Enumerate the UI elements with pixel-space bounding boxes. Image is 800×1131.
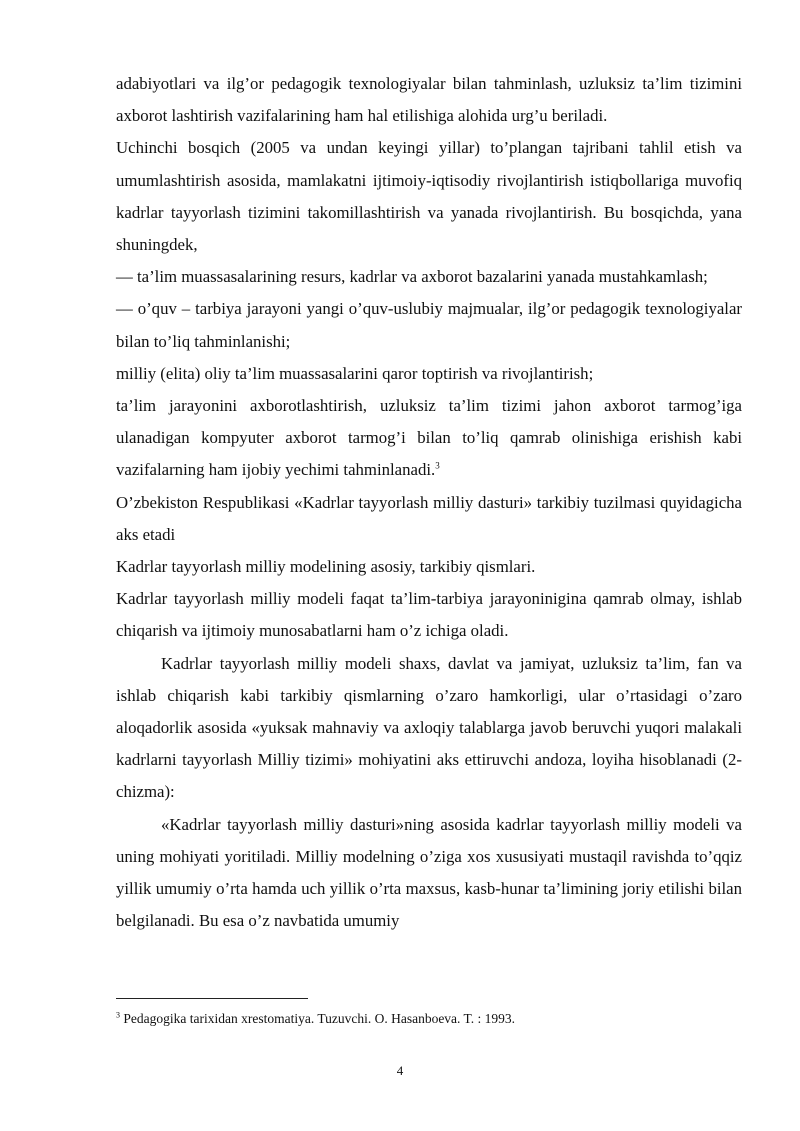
list-item-4 — [116, 390, 742, 487]
page-number: 4 — [396, 1063, 404, 1078]
list-item-2: — o’quv – tarbiya jarayoni yangi o’quv-uslubiy majmualar, ilg’or pedagogik texnologiyalar bilan to’liq tahminlanishi; — [116, 299, 742, 351]
paragraph-7: «Kadrlar tayyorlash milliy dasturi»ning asosida kadrlar tayyorlash milliy modeli va uning mohiyati yoritiladi. Milliy modelning o’ziga xos xususiyati mustaqil ravishda to’qqiz yillik umumiy o’rta hamda uch yillik o’rta maxsus, kasb-hunar ta’limining joriy etilishi bilan belgilanadi. Bu esa o’z navbatida umumiy — [116, 814, 742, 931]
list-item-4-text: ta’lim jarayonini axborotlashtirish, uzluksiz ta’lim tizimi jahon axborot tarmog’iga ulanadigan kompyuter axborot tarmog’i bilan to’liq qamrab olinishiga erishish kabi vazifalarning ham ijobiy yechimi tahminlanadi. — [116, 396, 742, 480]
body-text — [116, 68, 742, 937]
paragraph-1: adabiyotlari va ilg’or pedagogik texnologiyalar bilan tahminlash, uzluksiz ta’lim tizimini axborot lashtirish vazifalarining ham hal etilishiga alohida urg’u beriladi. — [116, 74, 742, 126]
footnote — [116, 1010, 742, 1028]
list-item-3: milliy (elita) oliy ta’lim muassasalarini qaror toptirish va rivojlantirish; — [116, 363, 594, 383]
paragraph-2: Uchinchi bosqich (2005 va undan keyingi yillar) to’plangan tajribani tahlil etish va umumlashtirish asosida, mamlakatni ijtimoiy-iqtisodiy rivojlantirish istiqbollariga muvofiq kadrlar tayyorlash tizimini takomillashtirish va yanada rivojlantirish. Bu bosqichda, yana shuningdek, — [116, 138, 742, 255]
list-item-1: — ta’lim muassasalarining resurs, kadrlar va axborot bazalarini yanada mustahkamlash; — [116, 267, 708, 287]
footnote-number: 3 — [116, 1010, 120, 1020]
footnote-separator — [116, 998, 308, 999]
footnote-reference[interactable]: 3 — [435, 460, 440, 471]
paragraph-5: Kadrlar tayyorlash milliy modeli faqat ta’lim-tarbiya jarayoninigina qamrab olmay, ishlab chiqarish va ijtimoiy munosabatlarni ham o’z ichiga oladi. — [116, 589, 742, 641]
paragraph-4: Kadrlar tayyorlash milliy modelining asosiy, tarkibiy qismlari. — [116, 557, 536, 577]
paragraph-3: O’zbekiston Respublikasi «Kadrlar tayyorlash milliy dasturi» tarkibiy tuzilmasi quyidagicha aks etadi — [116, 492, 742, 544]
paragraph-6: Kadrlar tayyorlash milliy modeli shaxs, davlat va jamiyat, uzluksiz ta’lim, fan va ishlab chiqarish kabi tarkibiy qismlarning o’zaro hamkorligi, ular o’rtasidagi o’zaro aloqadorlik asosida «yuksak mahnaviy va axloqiy talablarga javob beruvchi yuqori malakali kadrlarni tayyorlash Milliy tizimi» mohiyatini aks ettiruvchi andoza, loyiha hisoblanadi (2-chizma): — [116, 653, 742, 802]
footnote-text: Pedagogika tarixidan xrestomatiya. Tuzuvchi. O. Hasanboeva. T. : 1993. — [123, 1011, 516, 1026]
